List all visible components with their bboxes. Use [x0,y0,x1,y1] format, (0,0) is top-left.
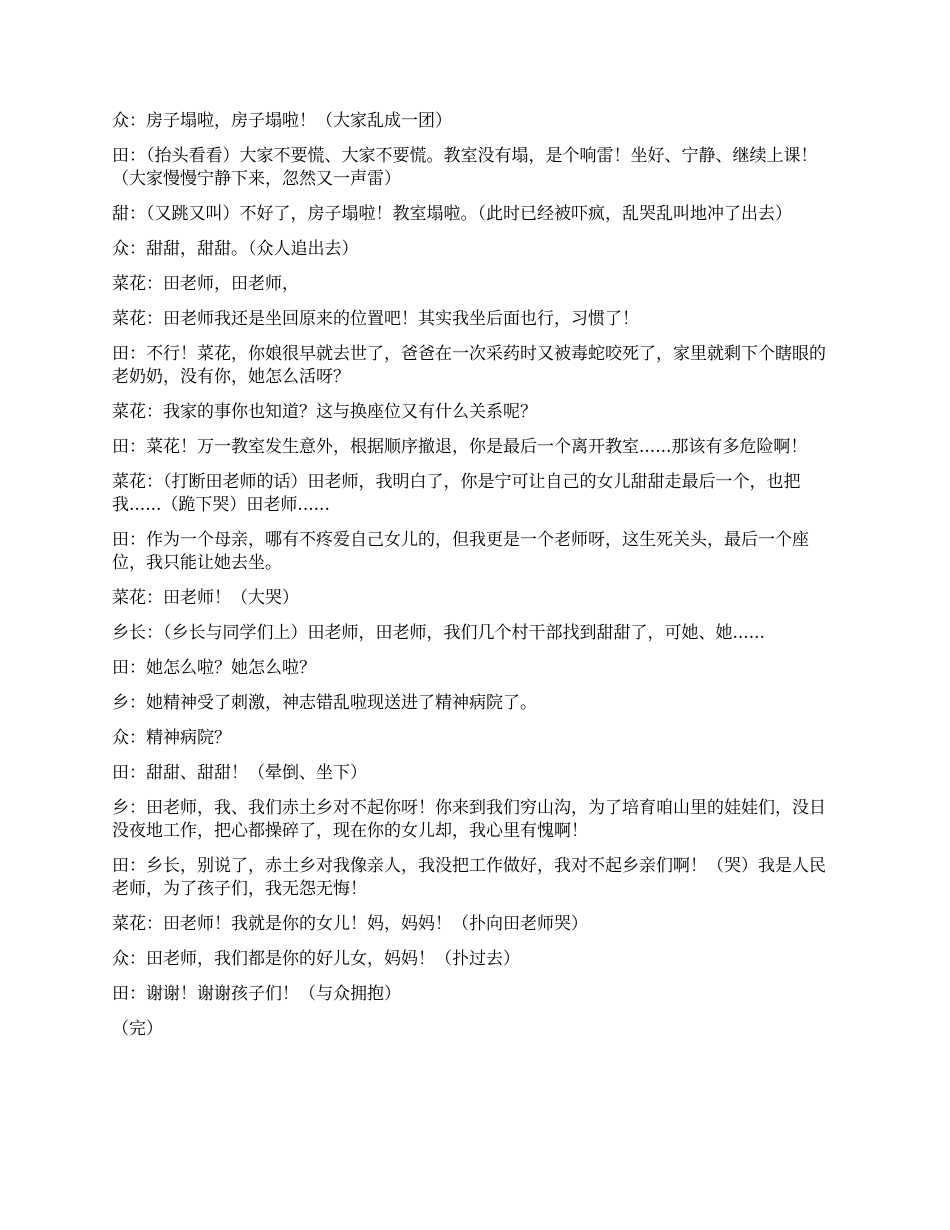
paragraph-23-ending: （完） [112,1019,163,1039]
paragraph-18: 乡：田老师，我、我们赤土乡对不起你呀！你来到我们穷山沟，为了培育咱山里的娃娃们，没日没夜地工作，把心都操碎了，现在你的女儿却，我心里有愧啊！ [112,798,826,841]
paragraph-10: 菜花：（打断田老师的话）田老师，我明白了，你是宁可让自己的女儿甜甜走最后一个，也把我......（跪下哭）田老师...... [112,472,801,515]
paragraph-2: 田：（抬头看看）大家不要慌、大家不要慌。教室没有塌，是个响雷！坐好、宁静、继续上课！（大家慢慢宁静下来，忽然又一声雷） [112,146,818,189]
paragraph-19: 田：乡长，别说了，赤土乡对我像亲人，我没把工作做好，我对不起乡亲们啊！（哭）我是人民老师，为了孩子们，我无怨无悔！ [112,856,826,899]
paragraph-4: 众：甜甜，甜甜。（众人追出去） [112,239,359,259]
paragraph-9: 田：菜花！万一教室发生意外，根据顺序撤退，你是最后一个离开教室......那该有多危险啊！ [112,437,808,457]
paragraph-20: 菜花：田老师！我就是你的女儿！妈，妈妈！（扑向田老师哭） [112,914,588,934]
paragraph-13: 乡长：（乡长与同学们上）田老师，田老师，我们几个村干部找到甜甜了，可她、她...... [112,623,765,643]
paragraph-16: 众：精神病院？ [112,728,231,748]
paragraph-21: 众：田老师，我们都是你的好儿女，妈妈！（扑过去） [112,949,520,969]
paragraph-8: 菜花：我家的事你也知道？这与换座位又有什么关系呢？ [112,402,537,422]
paragraph-5: 菜花：田老师，田老师， [112,274,299,294]
paragraph-11: 田：作为一个母亲，哪有不疼爱自己女儿的，但我更是一个老师呀，这生死关头，最后一个座位，我只能让她去坐。 [112,530,809,573]
paragraph-17: 田：甜甜、甜甜！（晕倒、坐下） [112,763,367,783]
paragraph-22: 田：谢谢！谢谢孩子们！（与众拥抱） [112,984,401,1004]
paragraph-14: 田：她怎么啦？她怎么啦？ [112,658,316,678]
paragraph-1: 众：房子塌啦，房子塌啦！（大家乱成一团） [112,111,452,131]
paragraph-15: 乡：她精神受了刺激，神志错乱啦现送进了精神病院了。 [112,693,537,713]
paragraph-3: 甜：（又跳又叫）不好了，房子塌啦！教室塌啦。（此时已经被吓疯，乱哭乱叫地冲了出去） [112,204,792,224]
paragraph-6: 菜花：田老师我还是坐回原来的位置吧！其实我坐后面也行，习惯了！ [112,309,639,329]
paragraph-7: 田：不行！菜花，你娘很早就去世了，爸爸在一次采药时又被毒蛇咬死了，家里就剩下个瞎眼的老奶奶，没有你，她怎么活呀？ [112,344,826,387]
paragraph-12: 菜花：田老师！（大哭） [112,588,299,608]
script-text-body [112,110,842,1053]
